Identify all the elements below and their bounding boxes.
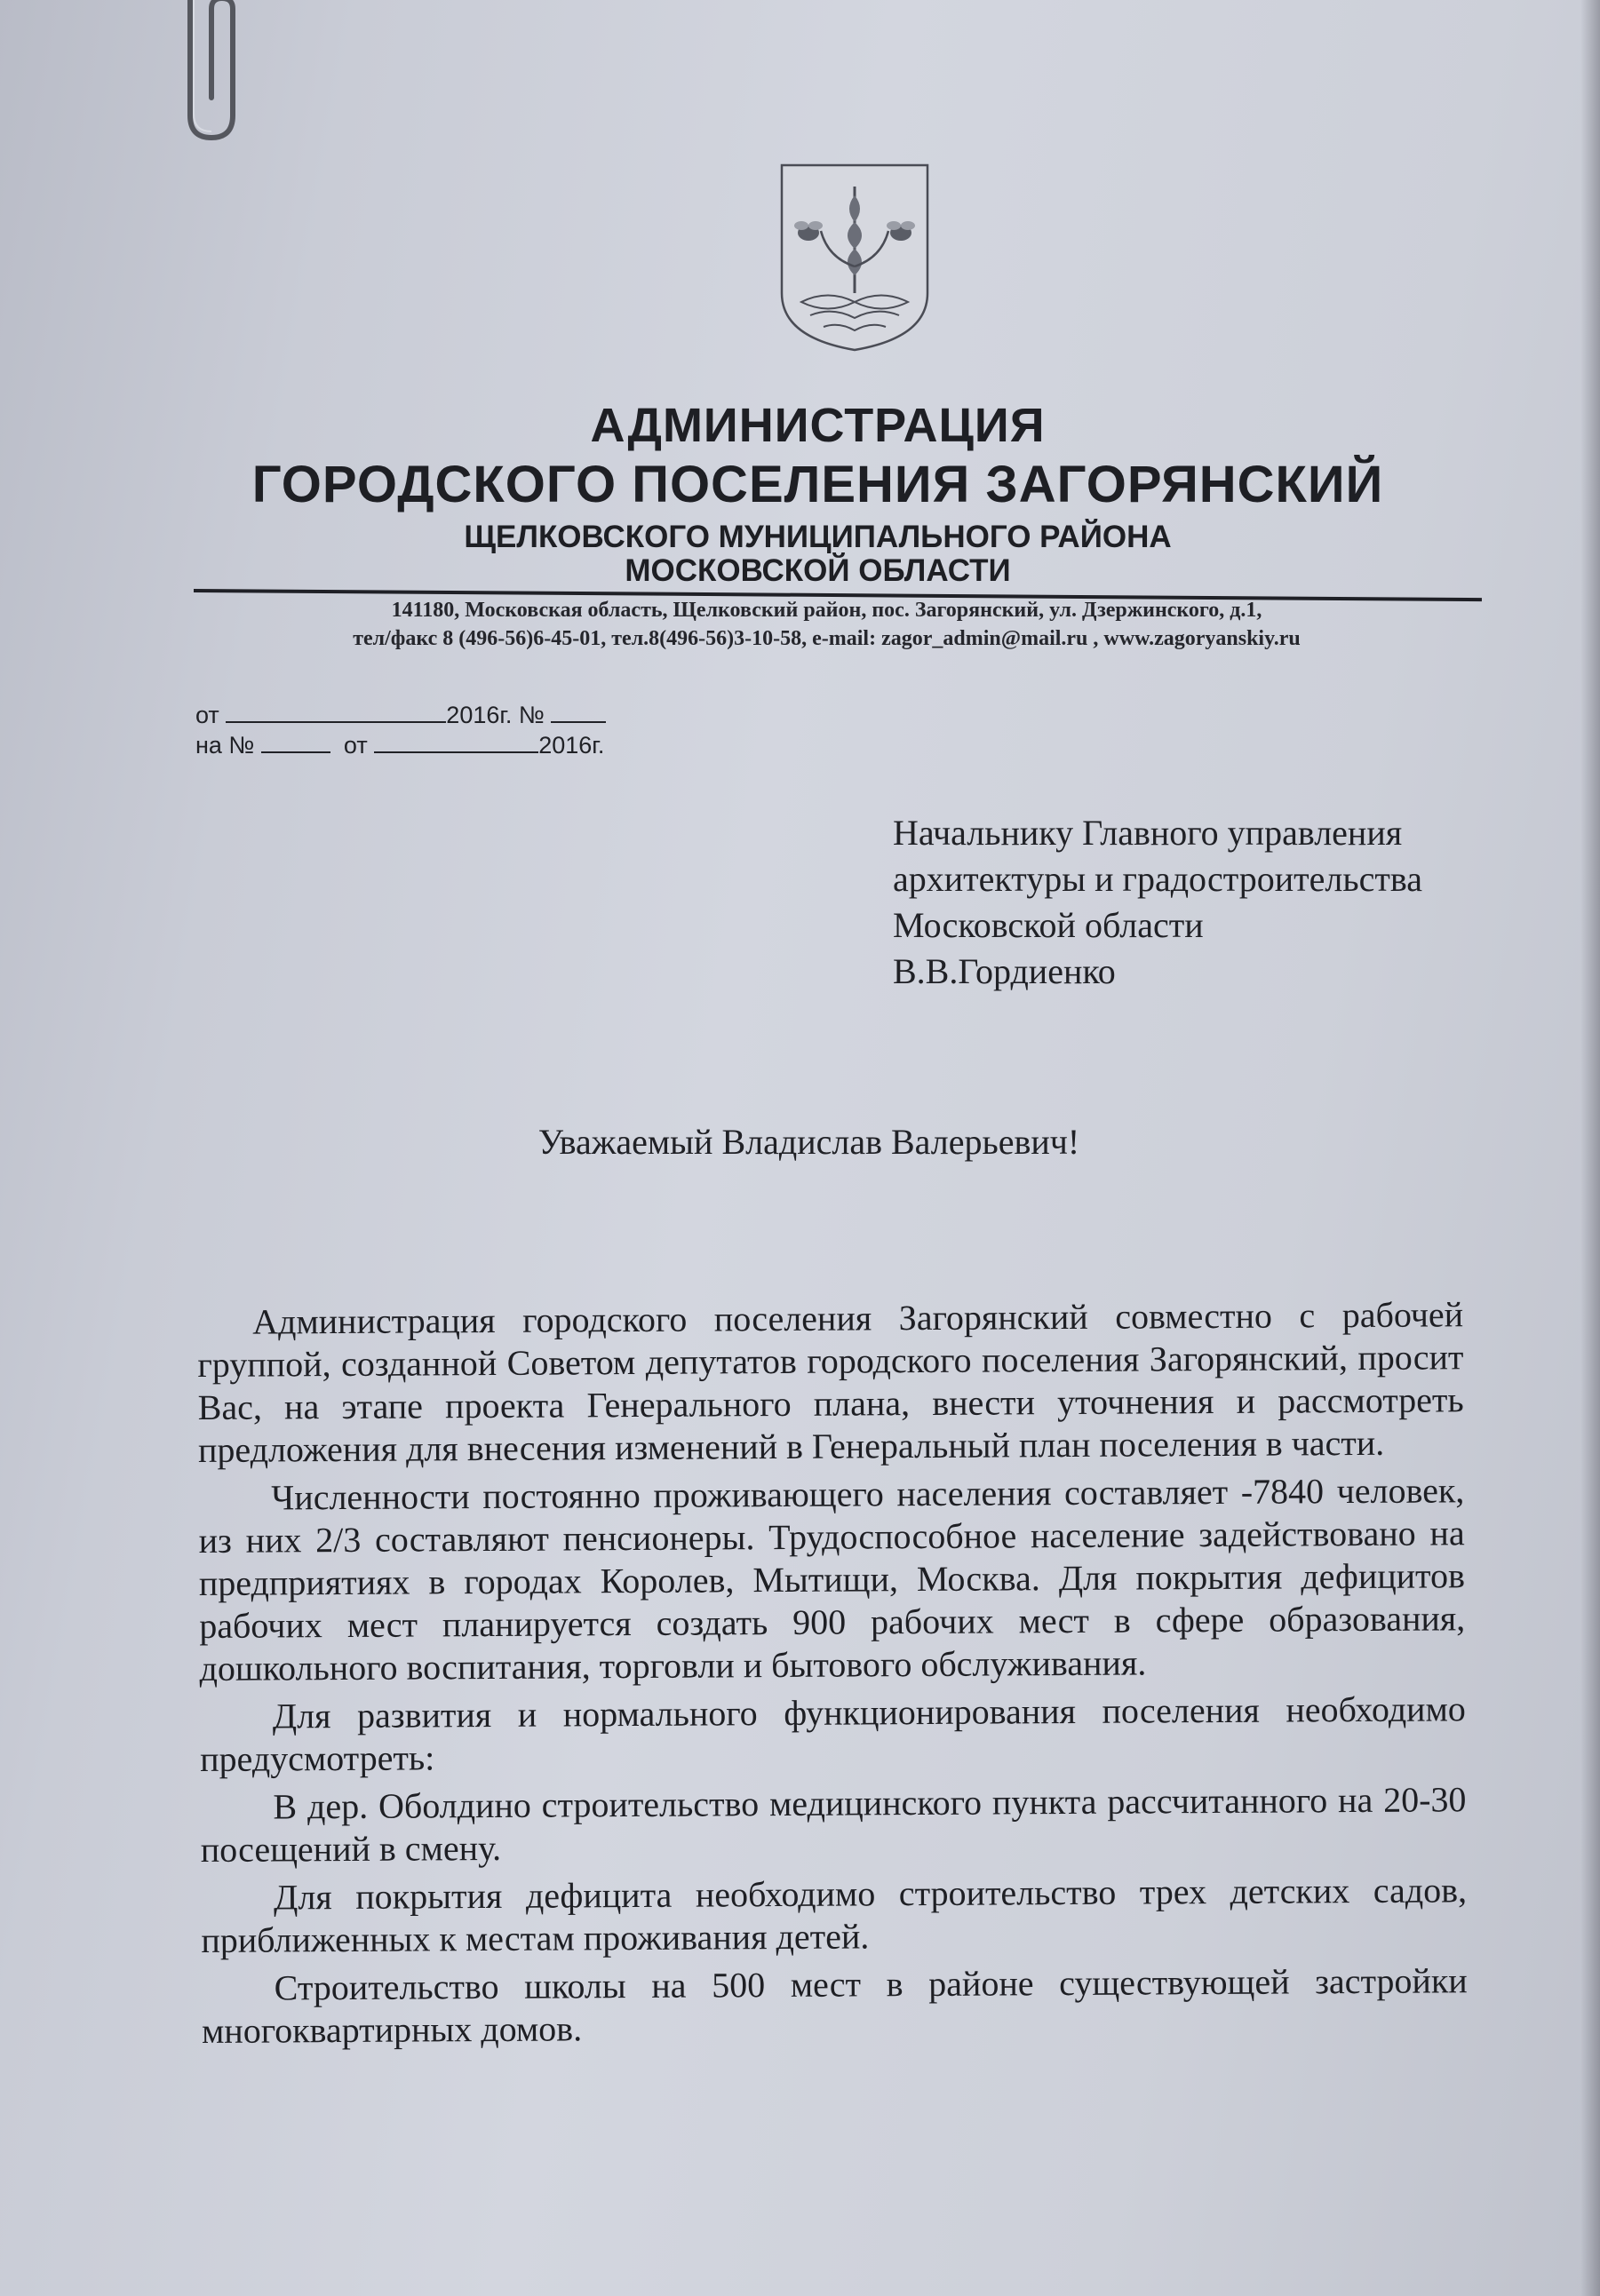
header-title-line4: МОСКОВСКОЙ ОБЛАСТИ — [625, 553, 1011, 588]
outgoing-reference — [195, 698, 606, 729]
address-line: 141180, Московская область, Щелковский район, пос. Загорянский, ул. Дзержинского, д.1, — [391, 599, 1262, 622]
incoming-reference — [195, 728, 604, 759]
body-paragraph: Численности постоянно проживающего населения составляет -7840 человек, из них 2/3 составляют пенсионеры. Трудоспособное население задействовано на предприятиях в городах Королев, Мытищи, Москва. Для покрытия дефицитов рабочих мест планируется создать 900 рабочих мест в сфере образования, дошкольного воспитания, торговли и бытового обслуживания. — [198, 1470, 1466, 1688]
header-title-line2: ГОРОДСКОГО ПОСЕЛЕНИЯ ЗАГОРЯНСКИЙ — [251, 456, 1384, 513]
recipient-line: Московской области — [893, 905, 1204, 945]
coat-of-arms-emblem — [775, 160, 935, 355]
body-paragraph: Для развития и нормального функционирования поселения необходимо предусмотреть: — [200, 1688, 1466, 1779]
recipient-block — [893, 810, 1422, 995]
salutation: Уважаемый Владислав Валерьевич! — [537, 1122, 1080, 1162]
recipient-line: архитектуры и градостроительства — [893, 859, 1422, 899]
recipient-name: В.В.Гордиенко — [893, 951, 1116, 991]
date-blank — [226, 698, 446, 723]
from-year: 2016г. № — [446, 702, 552, 728]
page-edge-shadow — [1580, 0, 1600, 2296]
number-blank — [261, 728, 330, 753]
on-middle: от — [330, 732, 375, 759]
on-year: 2016г. — [538, 732, 605, 759]
body-paragraph: Строительство школы на 500 мест в районе существующей застройки многоквартирных домов. — [201, 1960, 1468, 2051]
body-paragraph: В дер. Оболдино строительство медицинского пункта рассчитанного на 20-30 посещений в смену. — [200, 1779, 1467, 1870]
from-prefix: от — [195, 702, 227, 728]
body-paragraph: Для покрытия дефицита необходимо строительство трех детских садов, приближенных к местам проживания детей. — [201, 1870, 1468, 1960]
letter-body — [197, 1293, 1468, 2058]
date-blank — [374, 728, 538, 753]
header-title-line1: АДМИНИСТРАЦИЯ — [590, 399, 1046, 452]
header-title-line3: ЩЕЛКОВСКОГО МУНИЦИПАЛЬНОГО РАЙОНА — [464, 520, 1172, 554]
paperclip-icon — [178, 0, 249, 151]
on-prefix: на № — [195, 732, 261, 759]
recipient-line: Начальнику Главного управления — [893, 813, 1403, 853]
body-paragraph: Администрация городского поселения Загорянский совместно с рабочей группой, созданной Советом депутатов городского поселения Загорянский, просит Вас, на этапе проекта Генерального плана, внести уточнения и рассмотреть предложения для внесения изменений в Генеральный план поселения в части. — [197, 1294, 1464, 1470]
contact-line: тел/факс 8 (496-56)6-45-01, тел.8(496-56)3-10-58, e-mail: zagor_admin@mail.ru , www.zagoryanskiy.ru — [353, 627, 1301, 650]
number-blank — [551, 698, 606, 723]
